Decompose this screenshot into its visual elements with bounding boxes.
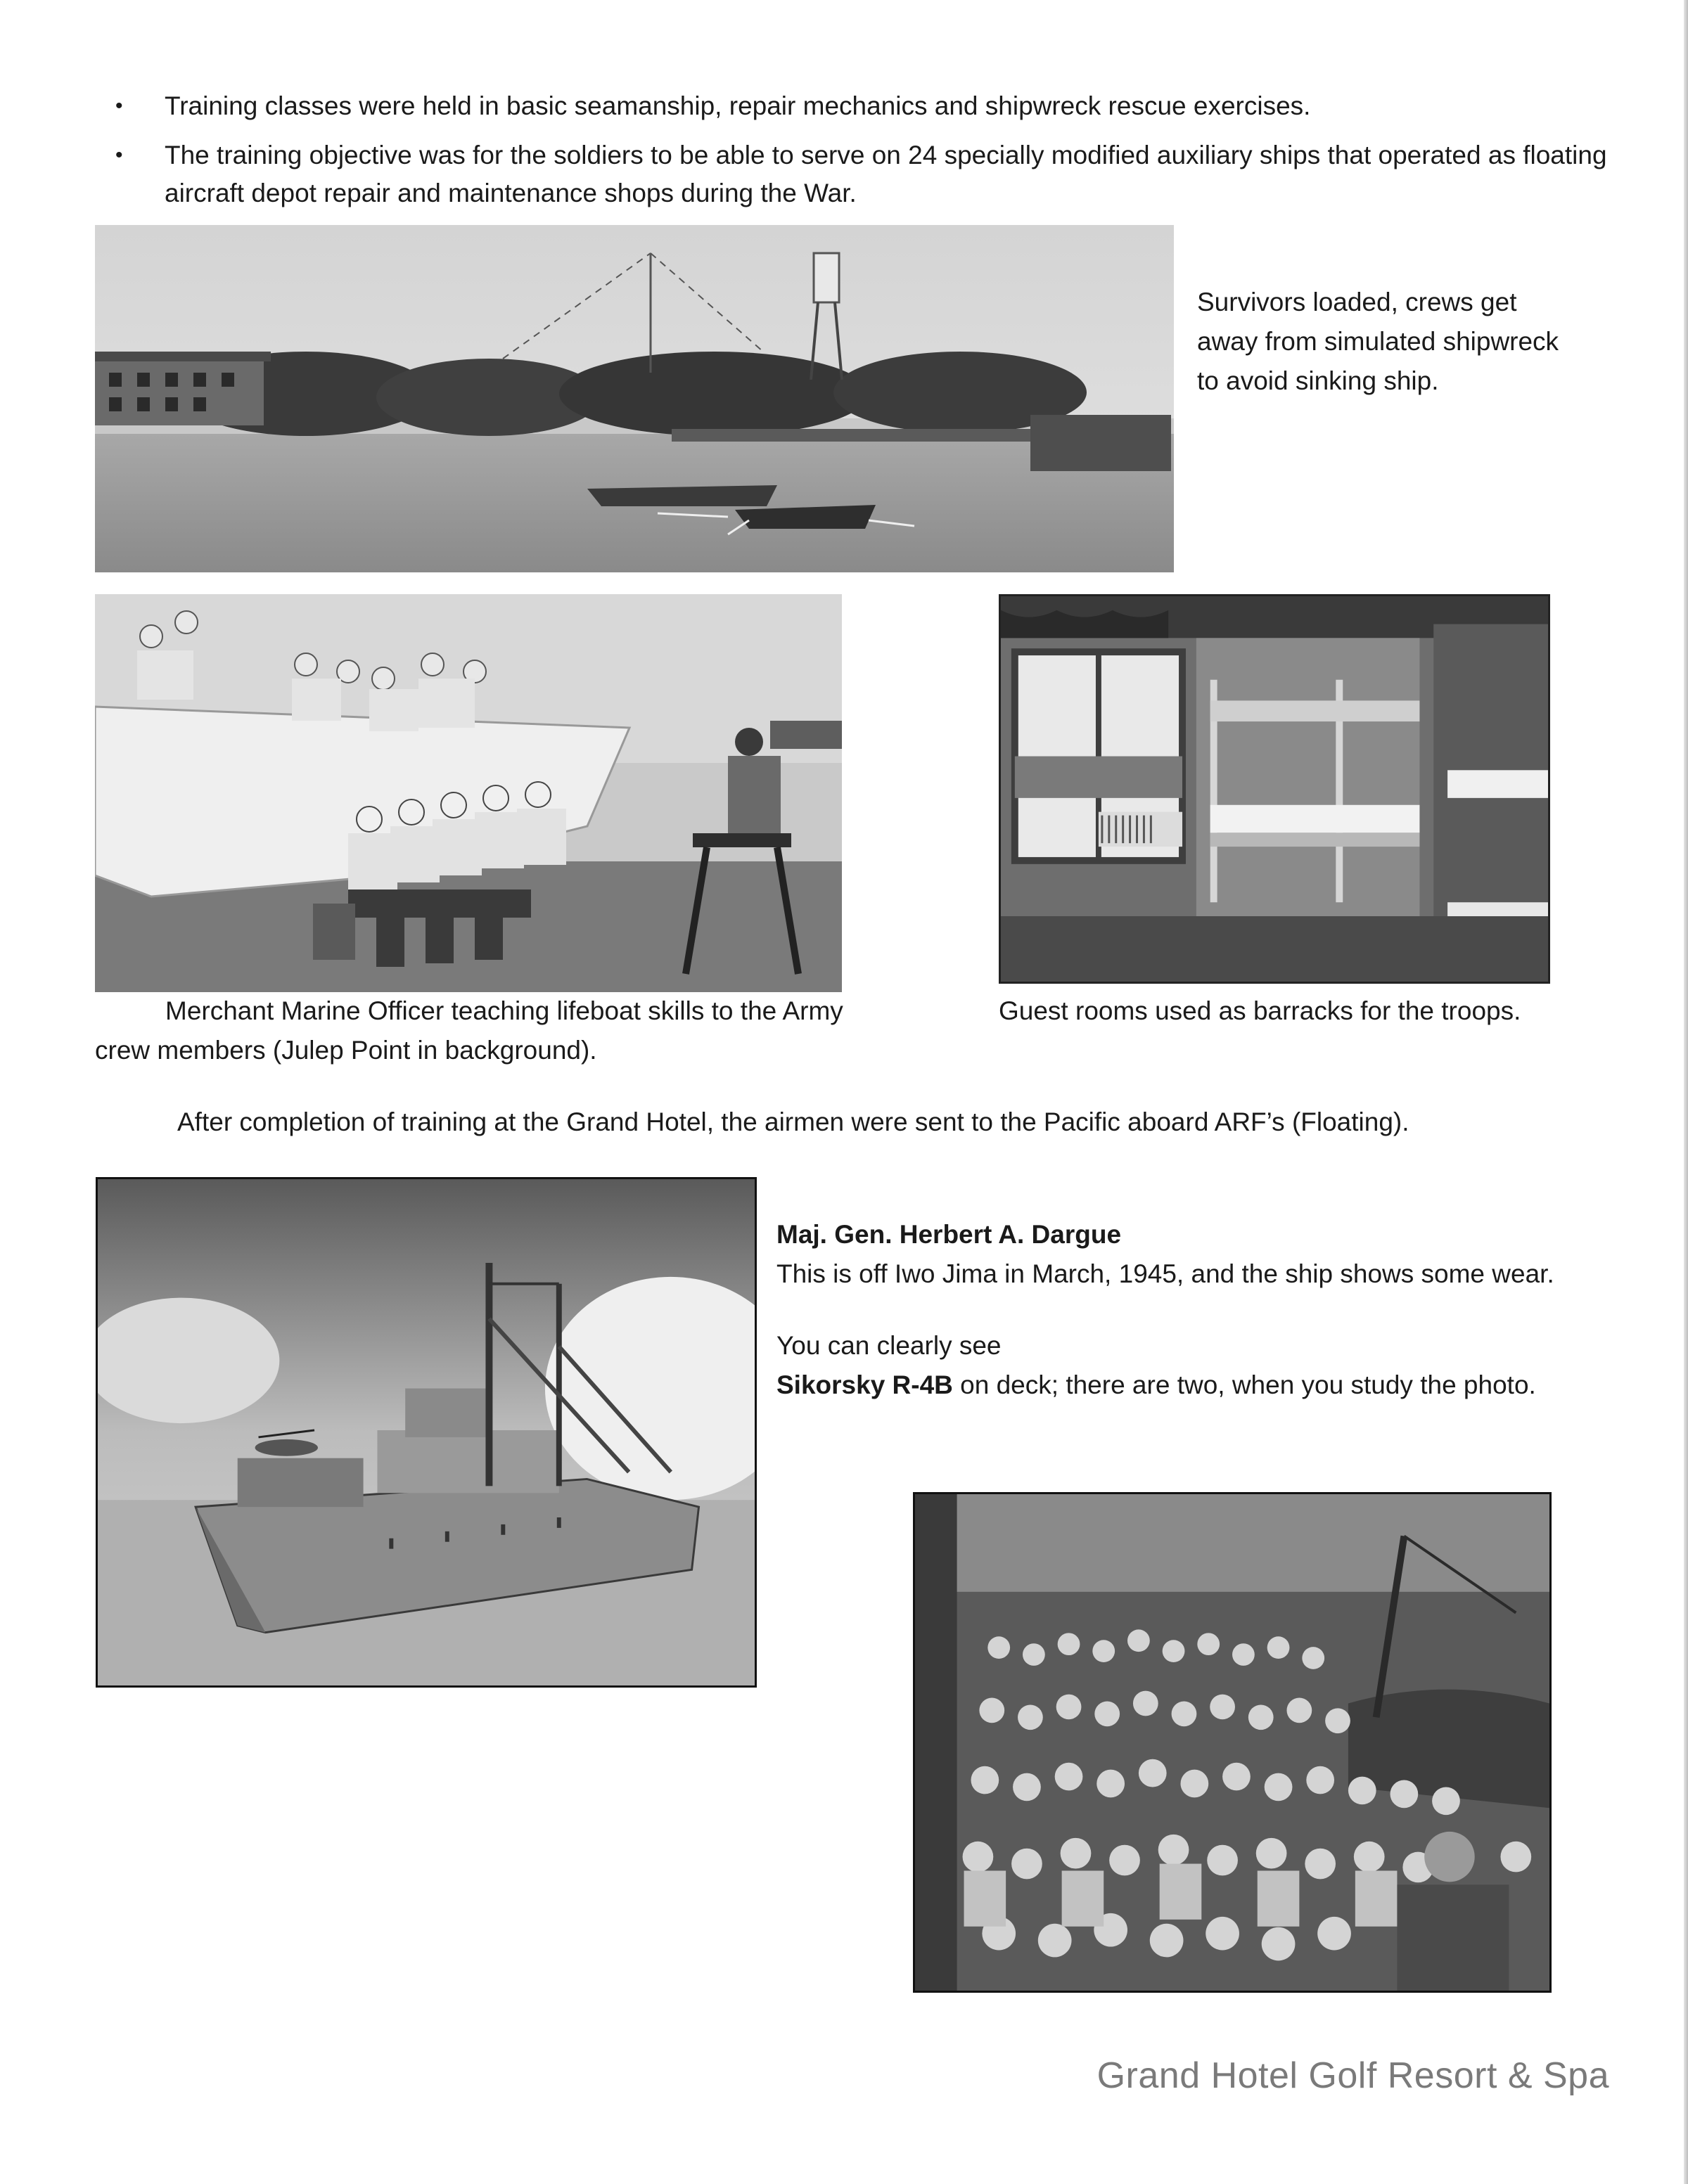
merchant-marine-caption: Merchant Marine Officer teaching lifeboat skills to the Army crew members (Julep Point in background).	[95, 996, 843, 1065]
guest-rooms-caption: Guest rooms used as barracks for the troops.	[999, 996, 1521, 1025]
info-line-1: This is off Iwo Jima in March, 1945, and the ship shows some wear.	[776, 1259, 1554, 1288]
bullet-item	[106, 136, 1611, 212]
info-line-3-rest: on deck; there are two, when you study the photo.	[952, 1370, 1536, 1399]
barracks-room-photo	[999, 594, 1550, 984]
after-training-caption: After completion of training at the Grand Hotel, the airmen were sent to the Pacific aboard ARF’s (Floating).	[177, 1107, 1409, 1136]
troops-on-deck-photo	[913, 1492, 1552, 1993]
info-heading: Maj. Gen. Herbert A. Dargue	[776, 1220, 1122, 1249]
sikorsky-label: Sikorsky R-4B	[776, 1370, 953, 1399]
bullet-text: The training objective was for the soldiers to be able to serve on 24 specially modified auxiliary ships that operated as floating aircraft depot repair and maintenance shops during the War.	[165, 141, 1607, 207]
lifeboat-drill-photo	[95, 225, 1174, 572]
page-edge	[1684, 0, 1688, 2184]
ship-photo	[96, 1177, 757, 1688]
bullet-dot: •	[115, 94, 123, 117]
info-line-3	[776, 1366, 1606, 1405]
bullet-text: Training classes were held in basic seamanship, repair mechanics and shipwreck rescue exercises.	[165, 91, 1311, 120]
bullet-list	[106, 87, 1611, 224]
bullet-item	[106, 87, 1611, 125]
info-line-2: You can clearly see	[776, 1331, 1002, 1360]
resort-footer: Grand Hotel Golf Resort & Spa	[1096, 2055, 1609, 2096]
bullet-dot: •	[115, 143, 123, 167]
survivors-caption: Survivors loaded, crews get away from simulated shipwreck to avoid sinking ship.	[1197, 288, 1559, 395]
lifeboat-class-photo	[95, 594, 842, 992]
dargue-info-block	[776, 1215, 1606, 1405]
